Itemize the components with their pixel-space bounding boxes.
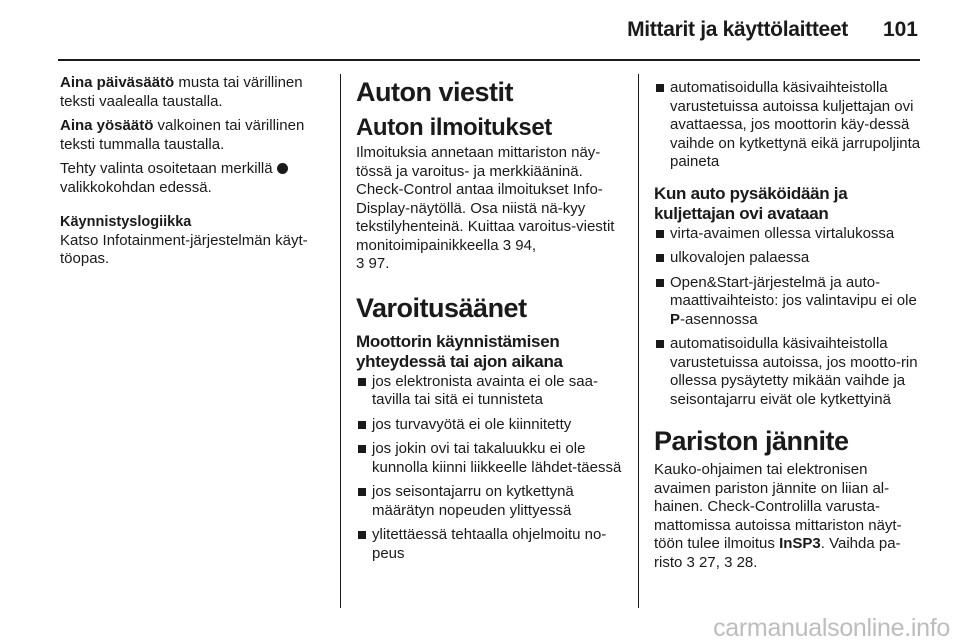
bullet-icon [656,279,664,287]
text: ylitettäessä tehtaalla ohjelmoitu no-peus [372,526,607,562]
list-item [654,249,922,268]
text: jos jokin ovi tai takaluukku ei ole kunnolla kiinni liikkeelle lähdet-täessä [372,440,622,476]
bullet-icon [656,254,664,262]
text: jos seisontajarru on kytkettynä määrätyn nopeuden ylittyessä [372,483,574,519]
list-item [654,335,922,409]
bullet-icon [656,340,664,348]
header-rule [58,59,920,61]
reference-icon: 3 [724,553,733,571]
bullet-icon [358,488,366,496]
text: valikkokohdan edessä. [60,178,212,196]
term-day-mode: Aina päiväsäätö [60,74,175,91]
paragraph-night-mode [60,117,328,154]
bullet-icon [656,84,664,92]
page-number: 101 [882,18,918,41]
list-item [356,416,624,435]
column-divider-1 [340,74,341,608]
paragraph-notices [356,144,624,274]
paragraph-battery [654,461,922,572]
bullet-icon [656,230,664,238]
page-header [0,0,960,62]
paragraph-infotainment: Katso Infotainment-järjestelmän käyt-töopas. [60,231,308,267]
text: Tehty valinta osoitetaan merkillä [60,160,277,177]
text: Open&Start-järjestelmä ja auto-maattivaihteisto: jos valintavipu ei ole [670,273,917,309]
page-reference[interactable]: 27, [699,553,720,571]
paragraph-selection [60,160,328,197]
text: musta tai värillinen teksti vaalealla taustalla. [60,74,303,110]
text: . Vaihda pa-risto [654,535,901,571]
continued-list [654,79,922,172]
list-item [356,526,624,563]
list-item [356,373,624,410]
heading-vehicle-messages: Auton viestit [356,77,514,107]
text: Ilmoituksia annetaan mittariston näy-tössä ja varoitus- ja merkkiääninä. Check-Control antaa ilmoitukset Info-Display-näytöllä. Osa niistä nä-kyy tekstilyhenteinä. Kuittaa varoitus-viestit monitoimipainikkeella [356,144,615,254]
bullet-icon [358,445,366,453]
text: valkoinen tai värillinen teksti tummalla taustalla. [60,117,305,153]
text: automatisoidulla käsivaihteistolla varustetuissa autoissa, jos mootto-rin ollessa pysäytetty mikään vaihde ja seisontajarru eivät ole kytkettyinä [670,335,918,408]
message-code: InSP3 [779,535,821,552]
list-item [356,440,624,477]
bullet-icon [358,531,366,539]
text: -asennossa [680,310,758,328]
heading-warning-sounds: Varoitusäänet [356,292,527,323]
paragraph-day-mode [60,74,328,111]
reference-icon: 3 [502,236,512,254]
heading-battery-voltage: Pariston jännite [654,426,849,456]
page-reference[interactable]: 28. [736,553,758,571]
watermark: carmanualsonline.info [713,614,950,642]
page-reference[interactable]: 97. [368,255,390,272]
page-reference[interactable]: 94, [515,236,537,254]
bullet-icon [358,378,366,386]
text: jos turvavyötä ei ole kiinnitetty [372,415,572,433]
reference-icon: 3 [356,255,365,272]
text: ulkovalojen palaessa [670,249,810,266]
column-3 [654,78,922,572]
reference-icon: 3 [686,553,695,571]
heading-parked: Kun auto pysäköidään ja kuljettajan ovi avataan [654,183,848,223]
filled-circle-icon [277,163,288,174]
gear-position-label: P [670,310,681,328]
parked-list [654,225,922,410]
column-2 [356,76,624,563]
column-1 [60,74,328,269]
text: virta-avaimen ollessa virtalukossa [670,224,895,242]
list-item [654,225,922,244]
text: automatisoidulla käsivaihteistolla varustetuissa autoissa kuljettajan ovi avattaessa, jos moottorin käy-dessä vaihde on kytkettynä eikä jarrupoljinta paineta [670,79,921,170]
heading-engine-start: Moottorin käynnistämisen yhteydessä tai ajon aikana [356,331,563,371]
bullet-icon [358,421,366,429]
heading-vehicle-notices: Auton ilmoitukset [356,114,552,141]
list-item [654,274,922,330]
column-divider-2 [638,74,639,608]
list-item [356,483,624,520]
warning-list [356,373,624,564]
text: Kauko-ohjaimen tai elektronisen avaimen pariston jännite on liian al-hainen. Check-Controlilla varusta-mattomissa autoissa mittariston näyt-töön tulee ilmoitus [654,461,902,552]
header-title: Mittarit ja käyttölaitteet [627,18,848,41]
text: jos elektronista avainta ei ole saa-tavilla tai sitä ei tunnisteta [372,372,598,408]
heading-start-logic: Käynnistyslogiikka [60,214,192,230]
term-night-mode: Aina yösäätö [60,117,154,134]
list-item [654,79,922,172]
